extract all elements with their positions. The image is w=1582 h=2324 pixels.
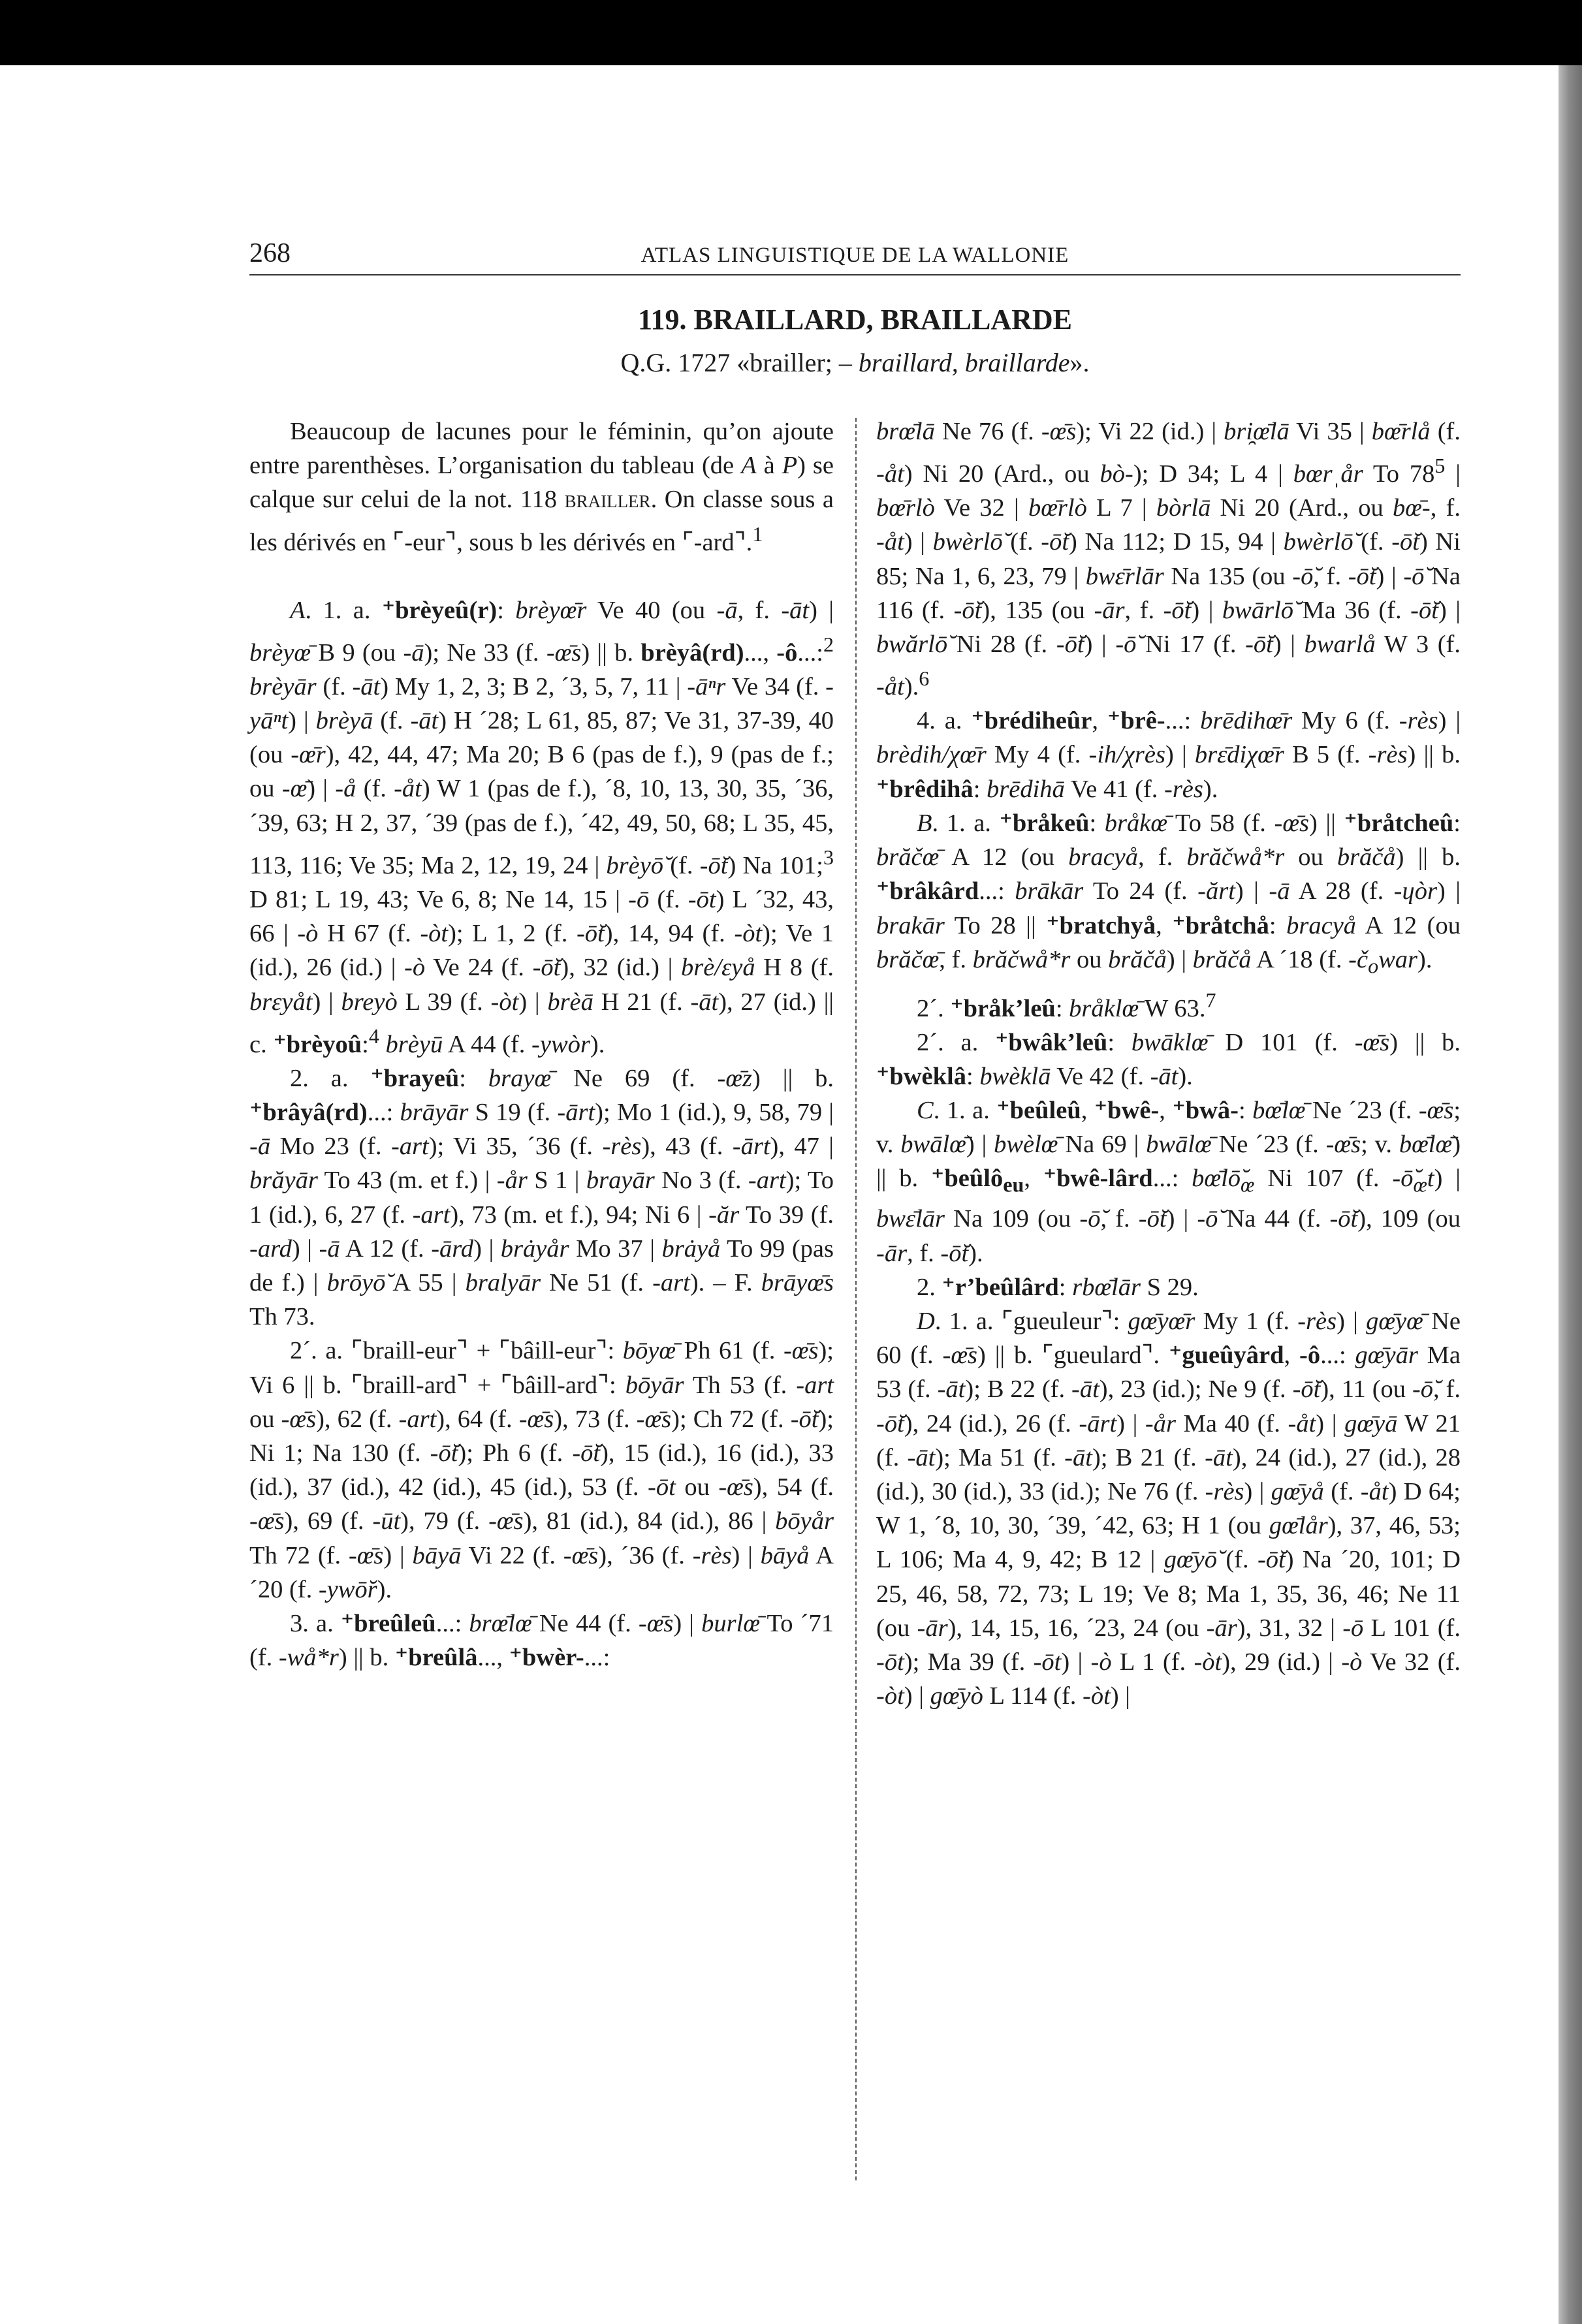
entry-subtitle (249, 345, 1461, 381)
right-column (876, 415, 1461, 1713)
section-a2: 2. a. ⁺brayeû: brayœ̄ Ne 69 (f. -œ̄z) || b. ⁺brâyâ(rd)...: brāyār S 19 (f. -ārt); Mo 1 (id.), 9, 58, 79 | -ā Mo 23 (f. -art); Vi 35, ´36 (f. -rès), 43 (f. -ārt), 47 | brăyār To 43 (m. et f.) | -år S 1 | brayār No 3 (f. -art); To 1 (id.), 6, 27 (f. -art), 73 (m. et f.), 94; Ni 6 | -ăr To 39 (f. -ard) | -ā A 12 (f. -ārd) | brȧyår Mo 37 | brȧyå To 99 (pas de f.) | brōyō̆ A 55 | bralyār Ne 51 (f. -art). – F. brāyœ̄s Th 73. (249, 1064, 834, 1331)
section-a1: A. 1. a. ⁺brèyeû(r): brèyœ̄r Ve 40 (ou -ā, f. -āt) | brèyœ̄ B 9 (ou -ā); Ne 33 (f. -œ̄s) || b. brèyâ(rd)..., -ô...:$^2$ brèyār (f. -āt) My 1, 2, 3; B 2, ´3, 5, 7, 11 | -āⁿr Ve 34 (f. -yāⁿt) | brèyā (f. -āt) H ´28; L 61, 85, 87; Ve 31, 37-39, 40 (ou -œ̄r), 42, 44, 47; Ma 20; B 6 (pas de f.), 9 (pas de f.; ou -œ̄) | -å (f. -åt) W 1 (pas de f.), ´8, 10, 13, 30, 35, ´36, ´39, 63; H 2, 37, ´39 (pas de f.), ´42, 49, 50, 68; L 35, 45, 113, 116; Ve 35; Ma 2, 12, 19, 24 | brèyō̆ (f. -ō̆t) Na 101;$^3$ D 81; L 19, 43; Ve 6, 8; Ne 14, 15 | -ō (f. -ōt) L ´32, 43, 66 | -ò H 67 (f. -òt); L 1, 2 (f. -ō̆t), 14, 94 (f. -òt); Ve 1 (id.), 26 (id.) | -ò Ve 24 (f. -ō̆t), 32 (id.) | brè/ɛyå H 8 (f. brɛyåt) | breyò L 39 (f. -òt) | brèā H 21 (f. -āt), 27 (id.) || c. ⁺brèyoû:$^4$ brèyū A 44 (f. -ywòr). (249, 596, 834, 1058)
section-a2-prime: 2´. a. ⌜braill-eur⌝ + ⌜bâill-eur⌝: bōyœ̄ Ph 61 (f. -œ̄s); Vi 6 || b. ⌜braill-ard⌝ + ⌜bâill-ard⌝: bōyār Th 53 (f. -art ou -œ̄s), 62 (f. -art), 64 (f. -œ̄s), 73 (f. -œ̄s); Ch 72 (f. -ō̆t); Ni 1; Na 130 (f. -ō̆t); Ph 6 (f. -ō̆t), 15 (id.), 16 (id.), 33 (id.), 37 (id.), 42 (id.), 45 (id.), 53 (f. -ōt ou -œ̄s), 54 (f. -œ̄s), 69 (f. -ūt), 79 (f. -œ̄s), 81 (id.), 84 (id.), 86 | bōyår Th 72 (f. -œ̄s) | bāyā Vi 22 (f. -œ̄s), ´36 (f. -rès) | bāyå A ´20 (f. -ywō̆r). (249, 1337, 834, 1603)
running-title: ATLAS LINGUISTIQUE DE LA WALLONIE (641, 243, 1069, 267)
section-c1: C. 1. a. ⁺beûleû, ⁺bwê-, ⁺bwâ-: bœ̄lœ̄ Ne ´23 (f. -œ̄s; v. bwālœ̄) | bwèlœ̄ Na 69 | bwālœ̄ Ne ´23 (f. -œ̄s; v. bœ̄lœ̄) || b. ⁺beûlô$_{eu}$, ⁺bwê-lârd...: $bœ̄lō̆_œ$ Ni 107 (f. $-ō̆_œt$) | bwɛ̄lār Na 109 (ou -ō̆, f. -ō̆t) | -ō̆ Na 44 (f. -ō̆t), 109 (ou -ār, f. -ō̆t). (876, 1097, 1461, 1267)
section-c2: 2. ⁺r’beûlârd: rbœ̄lār S 29. (917, 1273, 1199, 1301)
page-number: 268 (249, 238, 291, 268)
section-d1: D. 1. a. ⌜gueuleur⌝: gœ̄yœ̄r My 1 (f. -rès) | gœ̄yœ̄ Ne 60 (f. -œ̄s) || b. ⌜gueulard⌝. ⁺gueûyârd, -ô...: gœ̄yār Ma 53 (f. -āt); B 22 (f. -āt), 23 (id.); Ne 9 (f. -ō̆t), 11 (ou -ō̆, f. -ō̆t), 24 (id.), 26 (f. -ārt) | -år Ma 40 (f. -åt) | gœ̄yā W 21 (f. -āt); Ma 51 (f. -āt); B 21 (f. -āt), 24 (id.), 27 (id.), 28 (id.), 30 (id.), 33 (id.); Ne 76 (f. -rès) | gœ̄yå (f. -åt) D 64; W 1, ´8, 10, 30, ´39, ´42, 63; H 1 (ou gœ̄lår), 37, 46, 53; L 106; Ma 4, 9, 42; B 12 | gœ̄yō̆ (f. -ō̆t) Na ´20, 101; D 25, 46, 58, 72, 73; L 19; Ve 8; Ma 1, 35, 36, 46; Ne 11 (ou -ār), 14, 15, 16, ´23, 24 (ou -ār), 31, 32 | -ō L 101 (f. -ōt); Ma 39 (f. -ōt) | -ò L 1 (f. -òt), 29 (id.) | -ò Ve 32 (f. -òt) | gœ̄yò L 114 (f. -òt) | (876, 1307, 1461, 1710)
column-divider (855, 418, 857, 2180)
section-a4: 4. a. ⁺brédiheûr, ⁺brê-...: brēdihœ̄r My 6 (f. -rès) | brèdih/χœ̄r My 4 (f. -ih/χrès) | brɛ̄diχœ̄r B 5 (f. -rès) || b. ⁺brêdihâ: brēdihā Ve 41 (f. -rès). (876, 707, 1461, 803)
left-column (249, 415, 834, 1674)
scan-page-edge (1558, 65, 1582, 2324)
subtitle-italic: braillard, braillarde (858, 348, 1070, 377)
scan-top-border (0, 0, 1582, 65)
intro-paragraph: Beaucoup de lacunes pour le féminin, qu’on ajoute entre parenthèses. L’organisation du tableau (de A à P) se calque sur celui de la not. 118 brailler. On classe sous a les dérivés en ⌜-eur⌝, sous b les dérivés en ⌜-ard⌝.$^1$ (249, 418, 834, 556)
subtitle-text: Q.G. 1727 «brailler; – (620, 348, 859, 377)
section-a3: 3. a. ⁺breûleû...: brœ̄lœ̄ Ne 44 (f. -œ̄s) | burlœ̄ To ´71 (f. -wå*r) || b. ⁺breûlâ..., ⁺bwèr-...: (249, 1610, 834, 1672)
subtitle-end: ». (1069, 348, 1090, 377)
section-b1: B. 1. a. ⁺bråkeû: bråkœ̄ To 58 (f. -œ̄s) || ⁺bråtcheû: brăčœ̄ A 12 (ou bracyå, f. brăčwå*r ou brăčå) || b. ⁺brâkârd...: brākār To 24 (f. -ărt) | -ā A 28 (f. -ɥòr) | brakār To 28 || ⁺bratchyå, ⁺bråtchå: bracyå A 12 (ou brăčœ̄, f. brăčwå*r ou brăčå) | brăčå A ´18 (f. $-č_owar$). (876, 809, 1461, 978)
section-b2: 2´. a. ⁺bwâk’leû: bwāklœ̄ D 101 (f. -œ̄s) || b. ⁺bwèklâ: bwèklā Ve 42 (f. -āt). (876, 1028, 1461, 1090)
section-a3-cont: brœ̄lā Ne 76 (f. -œ̄s); Vi 22 (id.) | bri̯œ̄lā Vi 35 | bœ̄rlå (f. -åt) Ni 20 (Ard., ou bò-); D 34; L 4 | bœrˌår To $78^5$ | bœ̄rlò Ve 32 | bœ̄rlò L 7 | bòrlā Ni 20 (Ard., ou bœ̄-, f. -åt) | bwèrlō̆ (f. -ō̆t) Na 112; D 15, 94 | bwèrlō̆ (f. -ō̆t) Ni 85; Na 1, 6, 23, 79 | bwɛ̄rlār Na 135 (ou -ō̆, f. -ō̆t) | -ō̆ Na 116 (f. -ō̆t), 135 (ou -ār, f. -ō̆t) | bwārlō̆ Ma 36 (f. -ō̆t) | bwărlō̆ Ni 28 (f. -ō̆t) | -ō̆ Ni 17 (f. -ō̆t) | bwarlå W 3 (f. -åt).$^6$ (876, 418, 1461, 701)
section-b2-prime: 2´. ⁺bråk’leû: bråklœ̄ W 63.$^7$ (917, 988, 1216, 1022)
running-head (249, 235, 1461, 275)
entry-title: 119. BRAILLARD, BRAILLARDE (637, 304, 1072, 336)
